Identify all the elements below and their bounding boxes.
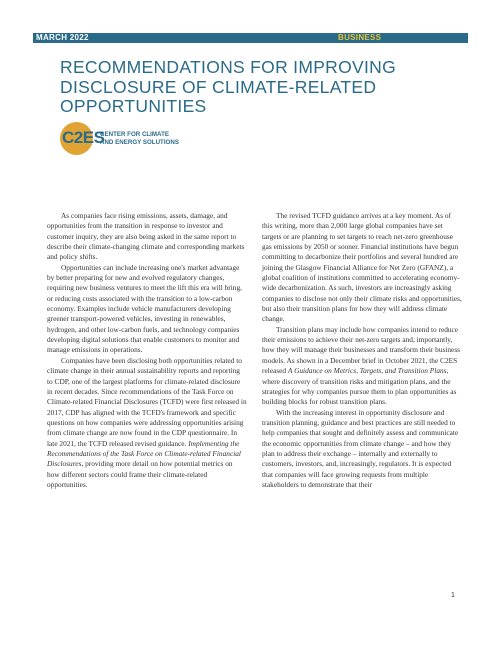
left-p3-report-title: Implementing the Recommendations of the Task Force on Climate-related Financial Disclosures — [47, 438, 241, 469]
c2es-logo — [60, 122, 260, 156]
page-number: 1 — [451, 592, 455, 599]
title-line-1: RECOMMENDATIONS FOR IMPROVING — [60, 57, 397, 77]
logo-text-line-1: CENTER FOR CLIMATE — [100, 131, 169, 138]
left-paragraph-2: Opportunities can include increasing one's market advantage by better preparing for new and evolved regulatory changes, requiring new business ventures to meet the lift this era will bring, or reducing costs associated with the transition to a low-carbon economy. Examples include vehicle manufacturers developing greener transport-powered vehicles, investing in renewables, hydrogen, and other low-carbon fuels, and technology companies developing digital solutions that enable customers to monitor and manage emissions in operations. — [47, 262, 242, 355]
title-line-2: DISCLOSURE OF CLIMATE-RELATED — [60, 76, 377, 97]
left-p3-text-a: Companies have been disclosing both opportunities related to climate change in their annual sustainability reports and reporting to CDP, one of the largest platforms for climate-related disclosure in recent decades. Since recommendations of the Task Force on Climate-related Financial Disclosures (TCFD) were first released in 2017, CDP has aligned with the TCFD's framework and specific questions on how companies were addressing opportunities arising from climate change are now found in the CDP questionnaire. In late 2021, the TCFD released revised guidance. — [47, 355, 247, 448]
left-column — [47, 211, 247, 490]
left-paragraph-1: As companies face rising emissions, assets, damage, and opportunities from the transition in response to investor and customer inquiry, they are also being asked in the same report to describe their climate-changing climate and corresponding markets and policy shifts. — [47, 211, 245, 262]
logo-text — [100, 131, 179, 146]
category-label: BUSINESS — [338, 33, 382, 42]
logo-mark: C2ES — [62, 128, 105, 147]
right-p2-text-a: Transition plans may include how companies intend to reduce their emissions to achieve their net-zero targets and, importantly, how they will manage their businesses and transform their business models. As shown in a December brief in October 2021, the C2ES released — [262, 324, 461, 376]
title-line-3: OPPORTUNITIES — [60, 96, 207, 116]
issue-date: MARCH 2022 — [36, 33, 89, 42]
header-band — [33, 33, 468, 43]
left-paragraph-3 — [47, 356, 247, 490]
page-title — [60, 58, 460, 117]
right-p2-text-b: , where discovery of transition risks and mitigation plans, and the strategies for why companies pursue them to plan opportunities as building blocks for robust transition plans. — [262, 366, 457, 407]
right-p2-report-title: A Guidance on Metrics, Targets, and Transition Plans — [287, 366, 447, 376]
logo-text-line-2: AND ENERGY SOLUTIONS — [100, 138, 179, 146]
right-paragraph-2 — [262, 325, 462, 408]
left-p3-text-b: , providing more detail on how potential metrics on how different sectors could frame their climate-related opportunities. — [47, 459, 233, 489]
right-column — [262, 211, 462, 490]
right-paragraph-3: With the increasing interest in opportunity disclosure and transition planning, guidance and best practices are still needed to help companies that sought and definitely assess and communicate the economic opportunities from climate change – and how they plan to address their exchange – internally and externally to customers, investors, and, increasingly, regulators. It is expected that companies will face growing requests from multiple stakeholders to demonstrate that their — [262, 407, 459, 489]
right-paragraph-1: The revised TCFD guidance arrives at a key moment. As of this writing, more than 2,000 large global companies have set targets or are planning to set targets to reach net-zero greenhouse gas emissions by 2050 or sooner. Financial institutions have begun committing to decarbonize their portfolios and several hundred are joining the Glasgow Financial Alliance for Net Zero (GFANZ), a global coalition of institutions committed to accelerating economy-wide decarbonization. As such, investors are increasingly asking companies to disclose not only their climate risks and opportunities, but also their transition plans for how they will address climate change. — [262, 211, 462, 324]
